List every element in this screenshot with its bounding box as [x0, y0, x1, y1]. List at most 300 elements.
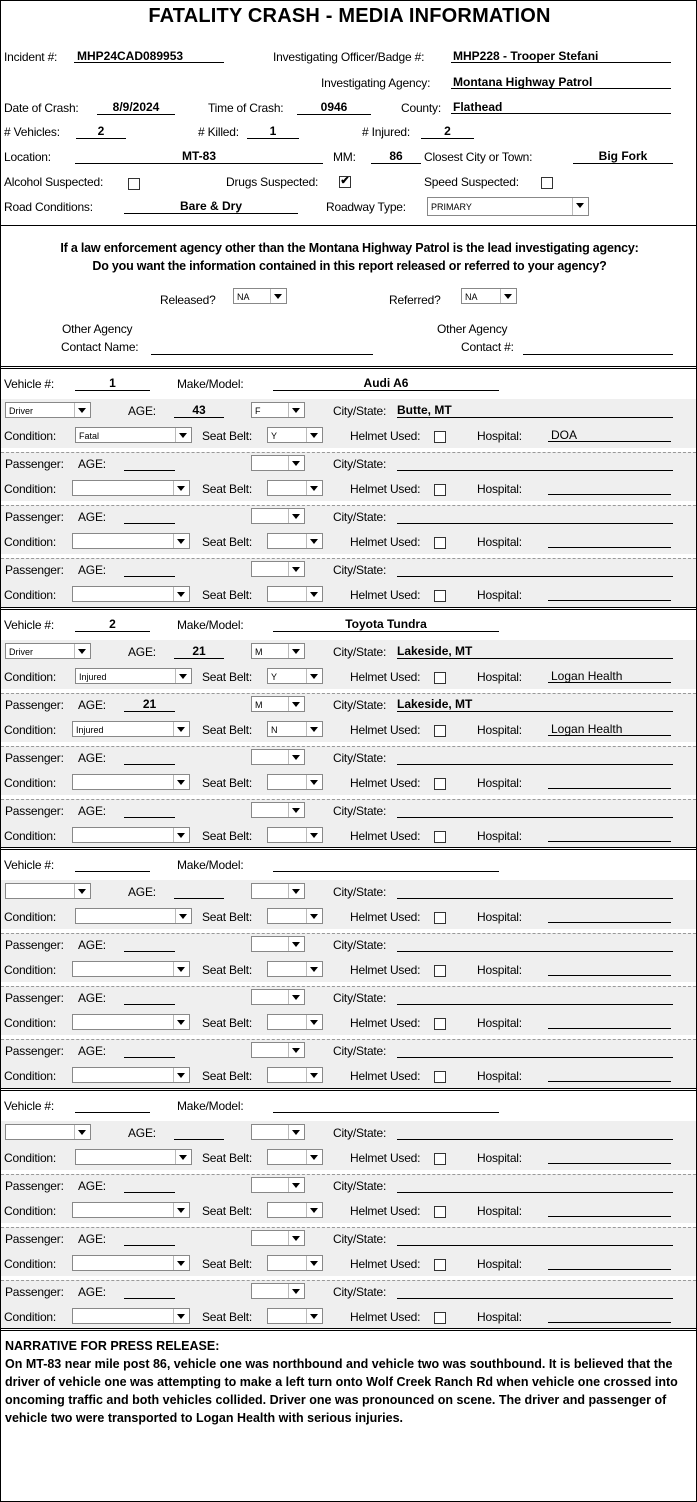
officer-field[interactable]: MHP228 - Trooper Stefani [451, 49, 671, 63]
chevron-down-icon [173, 775, 189, 789]
occupant-divider [1, 558, 696, 559]
city-state-label: City/State: [333, 1285, 387, 1299]
vehicle-number-label: Vehicle #: [4, 858, 55, 872]
age-field[interactable] [124, 1178, 175, 1193]
vehicle-number-field[interactable] [75, 857, 150, 872]
city-state-field[interactable] [397, 990, 673, 1005]
make-model-field[interactable]: Toyota Tundra [273, 617, 499, 632]
chevron-down-icon [288, 1284, 304, 1298]
date-label: Date of Crash: [4, 101, 79, 115]
sex-select[interactable] [251, 455, 305, 471]
condition-label: Condition: [4, 1204, 57, 1218]
city-state-field[interactable]: Lakeside, MT [397, 697, 673, 712]
seat-belt-select[interactable] [267, 721, 323, 737]
vehicle-number-label: Vehicle #: [4, 618, 55, 632]
seat-belt-label: Seat Belt: [202, 910, 253, 924]
seat-belt-select[interactable] [267, 427, 323, 443]
helmet-checkbox[interactable] [434, 1018, 446, 1030]
hospital-label: Hospital: [477, 1016, 522, 1030]
condition-select[interactable] [72, 533, 190, 549]
hospital-label: Hospital: [477, 963, 522, 977]
chevron-down-icon [306, 1068, 322, 1082]
condition-label: Condition: [4, 1151, 57, 1165]
chevron-down-icon [74, 1125, 90, 1139]
closest-city-label: Closest City or Town: [424, 150, 533, 164]
closest-city-field[interactable]: Big Fork [573, 149, 673, 164]
city-state-label: City/State: [333, 563, 387, 577]
killed-field[interactable]: 1 [247, 124, 299, 139]
condition-label: Condition: [4, 482, 57, 496]
city-state-field[interactable] [397, 803, 673, 818]
chevron-down-icon [500, 289, 516, 303]
hospital-label: Hospital: [477, 1257, 522, 1271]
hospital-label: Hospital: [477, 670, 522, 684]
chevron-down-icon [175, 1150, 191, 1164]
chevron-down-icon [288, 403, 304, 417]
agency-question-line2: Do you want the information contained in this report released or referred to your agency? [92, 259, 607, 273]
condition-select[interactable] [75, 1149, 192, 1165]
hospital-field[interactable] [548, 1150, 671, 1164]
hospital-field[interactable]: Logan Health [548, 669, 671, 683]
other-agency-label: Other Agency [62, 322, 133, 336]
chevron-down-icon [288, 644, 304, 658]
seat-belt-label: Seat Belt: [202, 1257, 253, 1271]
seat-belt-label: Seat Belt: [202, 1310, 253, 1324]
incident-label: Incident #: [4, 50, 58, 64]
hospital-label: Hospital: [477, 723, 522, 737]
sex-select[interactable] [251, 802, 305, 818]
sex-select[interactable] [251, 508, 305, 524]
city-state-label: City/State: [333, 404, 387, 418]
chevron-down-icon [175, 669, 191, 683]
chevron-down-icon [288, 750, 304, 764]
hospital-label: Hospital: [477, 910, 522, 924]
make-model-label: Make/Model: [177, 858, 244, 872]
speed-label: Speed Suspected: [424, 175, 519, 189]
condition-label: Condition: [4, 829, 57, 843]
city-state-field[interactable] [397, 884, 673, 899]
location-field[interactable]: MT-83 [75, 149, 323, 164]
condition-label: Condition: [4, 535, 57, 549]
condition-select[interactable] [72, 1255, 190, 1271]
hospital-field[interactable]: Logan Health [548, 722, 671, 736]
city-state-field[interactable] [397, 1043, 673, 1058]
city-state-label: City/State: [333, 1232, 387, 1246]
sex-select[interactable] [251, 402, 305, 418]
referred-select[interactable] [461, 288, 517, 304]
seat-belt-select[interactable] [267, 480, 323, 496]
roadway-type-label: Roadway Type: [326, 200, 406, 214]
age-field[interactable]: 43 [174, 403, 224, 418]
age-label: AGE: [78, 457, 106, 471]
helmet-used-label: Helmet Used: [350, 723, 421, 737]
hospital-field[interactable] [548, 1015, 671, 1029]
chevron-down-icon [306, 909, 322, 923]
hospital-field[interactable]: DOA [548, 428, 671, 442]
hospital-field[interactable] [548, 587, 671, 601]
sex-select[interactable] [251, 936, 305, 952]
condition-select[interactable] [75, 668, 192, 684]
make-model-field[interactable] [273, 1098, 499, 1113]
chevron-down-icon [306, 534, 322, 548]
chevron-down-icon [306, 669, 322, 683]
seat-belt-select[interactable] [267, 1202, 323, 1218]
agency-field[interactable]: Montana Highway Patrol [451, 75, 671, 89]
condition-select[interactable] [72, 586, 190, 602]
chevron-down-icon [572, 198, 588, 215]
condition-select[interactable] [72, 827, 190, 843]
released-label: Released? [160, 293, 216, 307]
hospital-field[interactable] [548, 1068, 671, 1082]
helmet-checkbox[interactable] [434, 1153, 446, 1165]
seat-belt-label: Seat Belt: [202, 588, 253, 602]
city-state-field[interactable] [397, 750, 673, 765]
hospital-field[interactable] [548, 1203, 671, 1217]
vehicle-number-field[interactable] [75, 1098, 150, 1113]
seat-belt-select-value: Y [271, 431, 278, 441]
helmet-checkbox[interactable] [434, 1071, 446, 1083]
chevron-down-icon [306, 1203, 322, 1217]
section-divider [1, 225, 696, 226]
condition-select-value: Injured [79, 672, 107, 682]
helmet-checkbox[interactable] [434, 1206, 446, 1218]
hospital-field[interactable] [548, 909, 671, 923]
condition-label: Condition: [4, 723, 57, 737]
seat-belt-select[interactable] [267, 1067, 323, 1083]
chevron-down-icon [288, 697, 304, 711]
condition-select[interactable] [72, 721, 190, 737]
narrative-section [5, 1337, 693, 1427]
helmet-checkbox[interactable] [434, 1312, 446, 1324]
chevron-down-icon [74, 403, 90, 417]
city-state-label: City/State: [333, 751, 387, 765]
occupant-role-select[interactable] [5, 1124, 91, 1140]
sex-select[interactable] [251, 1283, 305, 1299]
hospital-label: Hospital: [477, 1310, 522, 1324]
injured-field[interactable]: 2 [421, 124, 474, 139]
incident-field[interactable]: MHP24CAD089953 [74, 49, 224, 63]
chevron-down-icon [288, 1231, 304, 1245]
chevron-down-icon [288, 884, 304, 898]
location-label: Location: [4, 150, 51, 164]
age-label: AGE: [128, 885, 156, 899]
drugs-checkbox[interactable] [339, 176, 351, 188]
condition-label: Condition: [4, 1069, 57, 1083]
chevron-down-icon [288, 803, 304, 817]
hospital-field[interactable] [548, 1309, 671, 1323]
released-value: NA [237, 292, 250, 302]
road-conditions-field[interactable]: Bare & Dry [124, 199, 298, 214]
sex-select[interactable] [251, 643, 305, 659]
age-field[interactable] [174, 1125, 224, 1140]
helmet-used-label: Helmet Used: [350, 588, 421, 602]
chevron-down-icon [288, 1043, 304, 1057]
chevron-down-icon [306, 1150, 322, 1164]
passenger-label: Passenger: [5, 751, 64, 765]
sex-select[interactable] [251, 989, 305, 1005]
age-field[interactable] [124, 1043, 175, 1058]
helmet-used-label: Helmet Used: [350, 1257, 421, 1271]
sex-select[interactable] [251, 1124, 305, 1140]
age-label: AGE: [128, 645, 156, 659]
occupant-role-select[interactable] [5, 883, 91, 899]
contact-name-field[interactable] [151, 340, 373, 355]
age-field[interactable] [124, 990, 175, 1005]
seat-belt-select[interactable] [267, 908, 323, 924]
occupant-divider [1, 933, 696, 934]
chevron-down-icon [173, 1015, 189, 1029]
chevron-down-icon [173, 1068, 189, 1082]
hospital-label: Hospital: [477, 1069, 522, 1083]
condition-select[interactable] [75, 427, 192, 443]
hospital-field[interactable] [548, 534, 671, 548]
vehicles-count-field[interactable]: 2 [76, 124, 126, 139]
condition-select[interactable] [72, 774, 190, 790]
hospital-field[interactable] [548, 1256, 671, 1270]
passenger-label: Passenger: [5, 698, 64, 712]
chevron-down-icon [306, 428, 322, 442]
seat-belt-select[interactable] [267, 774, 323, 790]
age-field[interactable] [124, 937, 175, 952]
condition-select[interactable] [72, 961, 190, 977]
age-label: AGE: [128, 1126, 156, 1140]
vehicles-count-label: # Vehicles: [4, 125, 60, 139]
chevron-down-icon [288, 990, 304, 1004]
contact-name-label: Contact Name: [61, 340, 139, 354]
seat-belt-select[interactable] [267, 586, 323, 602]
chevron-down-icon [288, 1178, 304, 1192]
chevron-down-icon [306, 481, 322, 495]
sex-select[interactable] [251, 561, 305, 577]
chevron-down-icon [288, 937, 304, 951]
seat-belt-label: Seat Belt: [202, 535, 253, 549]
seat-belt-select[interactable] [267, 533, 323, 549]
condition-label: Condition: [4, 1310, 57, 1324]
helmet-used-label: Helmet Used: [350, 535, 421, 549]
helmet-checkbox[interactable] [434, 831, 446, 843]
age-field[interactable] [124, 509, 175, 524]
seat-belt-select[interactable] [267, 1308, 323, 1324]
roadway-type-select[interactable] [427, 197, 589, 216]
time-field[interactable]: 0946 [297, 100, 371, 115]
seat-belt-select-value: Y [271, 672, 278, 682]
hospital-field[interactable] [548, 481, 671, 495]
mm-field[interactable]: 86 [371, 149, 421, 164]
chevron-down-icon [306, 1256, 322, 1270]
helmet-used-label: Helmet Used: [350, 829, 421, 843]
hospital-label: Hospital: [477, 588, 522, 602]
condition-select-value: Injured [76, 725, 104, 735]
county-field[interactable]: Flathead [451, 100, 671, 114]
vehicle-number-field[interactable]: 2 [75, 617, 150, 632]
age-label: AGE: [78, 1179, 106, 1193]
city-state-field[interactable]: Lakeside, MT [397, 644, 673, 659]
make-model-label: Make/Model: [177, 618, 244, 632]
occupant-role-select-value: Driver [9, 406, 33, 416]
age-label: AGE: [128, 404, 156, 418]
condition-select[interactable] [72, 1202, 190, 1218]
chevron-down-icon [306, 828, 322, 842]
occupant-divider [1, 746, 696, 747]
age-field[interactable] [124, 1231, 175, 1246]
officer-label: Investigating Officer/Badge #: [273, 50, 425, 64]
sex-select-value: F [255, 406, 261, 416]
chevron-down-icon [306, 587, 322, 601]
age-field[interactable]: 21 [174, 644, 224, 659]
condition-label: Condition: [4, 588, 57, 602]
sex-select[interactable] [251, 1177, 305, 1193]
age-field[interactable] [174, 884, 224, 899]
hospital-label: Hospital: [477, 776, 522, 790]
city-state-field[interactable] [397, 1284, 673, 1299]
referred-value: NA [465, 292, 478, 302]
released-select[interactable] [233, 288, 287, 304]
sex-select-value: M [255, 700, 263, 710]
vehicle-number-field[interactable]: 1 [75, 376, 150, 391]
occupant-divider [1, 1280, 696, 1281]
vehicle-divider [1, 847, 696, 850]
city-state-field[interactable] [397, 1178, 673, 1193]
road-conditions-label: Road Conditions: [4, 200, 93, 214]
age-label: AGE: [78, 751, 106, 765]
age-field[interactable] [124, 750, 175, 765]
date-field[interactable]: 8/9/2024 [97, 100, 175, 115]
city-state-field[interactable]: Butte, MT [397, 403, 673, 418]
city-state-label: City/State: [333, 510, 387, 524]
helmet-checkbox[interactable] [434, 590, 446, 602]
city-state-field[interactable] [397, 1125, 673, 1140]
seat-belt-select[interactable] [267, 1014, 323, 1030]
alcohol-checkbox[interactable] [128, 178, 140, 190]
chevron-down-icon [173, 481, 189, 495]
seat-belt-select[interactable] [267, 1255, 323, 1271]
occupant-role-select[interactable] [5, 643, 91, 659]
age-field[interactable] [124, 562, 175, 577]
condition-select[interactable] [72, 1014, 190, 1030]
seat-belt-select[interactable] [267, 1149, 323, 1165]
chevron-down-icon [175, 909, 191, 923]
sex-select[interactable] [251, 696, 305, 712]
condition-select[interactable] [72, 1308, 190, 1324]
sex-select[interactable] [251, 1042, 305, 1058]
helmet-checkbox[interactable] [434, 537, 446, 549]
helmet-used-label: Helmet Used: [350, 670, 421, 684]
contact-number-field[interactable] [523, 340, 673, 355]
seat-belt-select[interactable] [267, 668, 323, 684]
chevron-down-icon [288, 1125, 304, 1139]
age-field[interactable] [124, 803, 175, 818]
vehicle-number-label: Vehicle #: [4, 1099, 55, 1113]
age-label: AGE: [78, 938, 106, 952]
make-model-label: Make/Model: [177, 377, 244, 391]
city-state-field[interactable] [397, 937, 673, 952]
sex-select[interactable] [251, 1230, 305, 1246]
occupant-divider [1, 986, 696, 987]
hospital-field[interactable] [548, 775, 671, 789]
age-label: AGE: [78, 991, 106, 1005]
seat-belt-select[interactable] [267, 961, 323, 977]
vehicle-number-label: Vehicle #: [4, 377, 55, 391]
condition-label: Condition: [4, 1257, 57, 1271]
hospital-field[interactable] [548, 828, 671, 842]
condition-label: Condition: [4, 1016, 57, 1030]
city-state-field[interactable] [397, 456, 673, 471]
helmet-checkbox[interactable] [434, 965, 446, 977]
make-model-field[interactable] [273, 857, 499, 872]
injured-label: # Injured: [362, 125, 411, 139]
helmet-used-label: Helmet Used: [350, 963, 421, 977]
alcohol-label: Alcohol Suspected: [4, 175, 104, 189]
occupant-divider [1, 1039, 696, 1040]
city-state-label: City/State: [333, 938, 387, 952]
age-field[interactable] [124, 456, 175, 471]
chevron-down-icon [74, 884, 90, 898]
helmet-checkbox[interactable] [434, 672, 446, 684]
hospital-label: Hospital: [477, 1204, 522, 1218]
helmet-checkbox[interactable] [434, 778, 446, 790]
sex-select[interactable] [251, 749, 305, 765]
helmet-used-label: Helmet Used: [350, 910, 421, 924]
age-label: AGE: [78, 1232, 106, 1246]
occupant-divider [1, 452, 696, 453]
city-state-field[interactable] [397, 509, 673, 524]
helmet-used-label: Helmet Used: [350, 1069, 421, 1083]
city-state-field[interactable] [397, 562, 673, 577]
seat-belt-label: Seat Belt: [202, 429, 253, 443]
chevron-down-icon [173, 587, 189, 601]
sex-select-value: M [255, 647, 263, 657]
chevron-down-icon [173, 1256, 189, 1270]
city-state-label: City/State: [333, 991, 387, 1005]
passenger-label: Passenger: [5, 457, 64, 471]
helmet-checkbox[interactable] [434, 431, 446, 443]
hospital-label: Hospital: [477, 1151, 522, 1165]
vehicle-divider [1, 607, 696, 610]
sex-select[interactable] [251, 883, 305, 899]
mm-label: MM: [333, 150, 356, 164]
narrative-heading: NARRATIVE FOR PRESS RELEASE: [5, 1339, 220, 1353]
condition-select[interactable] [72, 480, 190, 496]
helmet-checkbox[interactable] [434, 725, 446, 737]
make-model-field[interactable]: Audi A6 [273, 376, 499, 391]
condition-select[interactable] [72, 1067, 190, 1083]
chevron-down-icon [306, 962, 322, 976]
chevron-down-icon [306, 775, 322, 789]
helmet-checkbox[interactable] [434, 912, 446, 924]
condition-select[interactable] [75, 908, 192, 924]
age-label: AGE: [78, 804, 106, 818]
occupant-role-select[interactable] [5, 402, 91, 418]
hospital-field[interactable] [548, 962, 671, 976]
age-field[interactable]: 21 [124, 697, 175, 712]
seat-belt-label: Seat Belt: [202, 776, 253, 790]
chevron-down-icon [173, 1203, 189, 1217]
occupant-role-select-value: Driver [9, 647, 33, 657]
time-label: Time of Crash: [208, 101, 284, 115]
chevron-down-icon [173, 534, 189, 548]
seat-belt-label: Seat Belt: [202, 482, 253, 496]
helmet-checkbox[interactable] [434, 1259, 446, 1271]
seat-belt-select[interactable] [267, 827, 323, 843]
seat-belt-label: Seat Belt: [202, 1204, 253, 1218]
age-label: AGE: [78, 1044, 106, 1058]
age-field[interactable] [124, 1284, 175, 1299]
city-state-field[interactable] [397, 1231, 673, 1246]
other-agency-label-2: Other Agency [437, 322, 508, 336]
helmet-checkbox[interactable] [434, 484, 446, 496]
chevron-down-icon [74, 644, 90, 658]
speed-checkbox[interactable] [541, 177, 553, 189]
